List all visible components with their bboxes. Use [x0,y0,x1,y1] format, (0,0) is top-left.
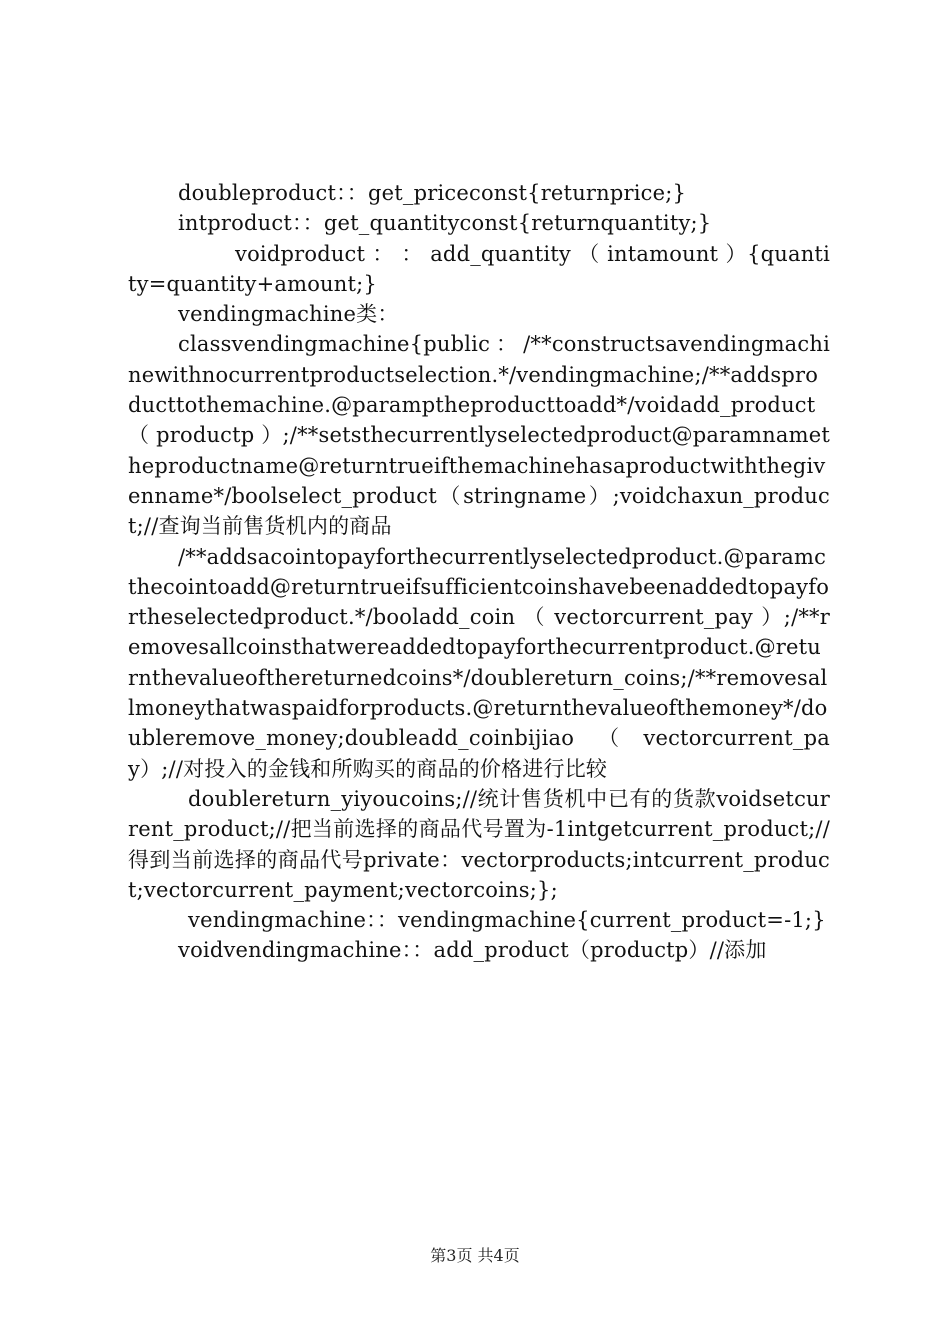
paragraph-constructor: vendingmachine：：vendingmachine{current_product=-1;} [188,908,826,933]
page-number-footer: 第3页 共4页 [430,1246,520,1265]
paragraph-get-quantity: intproduct：：get_quantityconst{returnquantity;} [178,211,712,236]
paragraph-add-quantity: voidproduct ： ： add_quantity （ intamount ）{quantity=quantity+amount;} [128,241,830,296]
paragraph-add-product: voidvendingmachine：：add_product（productp）//添加 [178,938,767,963]
paragraph-class-heading: vendingmachine类： [178,302,399,327]
paragraph-return-coins: doublereturn_yiyoucoins;//统计售货机中已有的货款voidsetcurrent_product;//把当前选择的商品代号置为-1intgetcurrent_product;//得到当前选择的商品代号private：vectorproducts;intcurrent_product;vectorcurrent_payment;vectorcoins;}; [128,786,830,902]
paragraph-get-price: doubleproduct：：get_priceconst{returnprice;} [178,181,687,205]
paragraph-class-declaration: classvendingmachine{public：/**constructsavendingmachinewithnocurrentproductselection.*/vendingmachine;/**addsproducttothemachine.@paramptheproducttoadd*/voidadd_product （ productp ）;/**setsthecurrentlyselectedproduct@paramnametheproductname@returntrueifthemachinehasaproductwiththegivenname*/boolselect_product（stringname）;voidchaxun_product;//查询当前售货机内的商品 [128,332,830,539]
document-body [128,178,830,966]
paragraph-add-coin: /**addsacointopayforthecurrentlyselectedproduct.@paramcthecointoadd@returntrueifsufficientcoinshavebeenaddedtopayfortheselectedproduct.*/booladd_coin （ vectorcurrent_pay ）;/**removesallcoinsthatwereaddedtopayforthecurrentproduct.@returnthevalueofthereturnedcoins*/doublereturn_coins;/**removesallmoneythatwaspaidforproducts.@returnthevalueofthemoney*/doubleremove_money;doubleadd_coinbijiao（vectorcurrent_pay）;//对投入的金钱和所购买的商品的价格进行比较 [128,544,830,781]
